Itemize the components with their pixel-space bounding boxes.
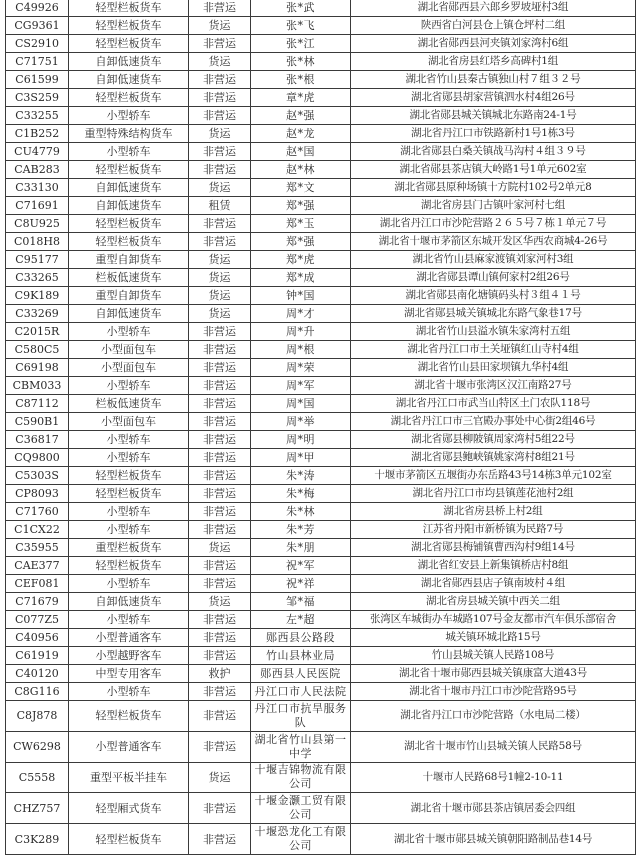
usage-type-cell: 非营运: [189, 647, 251, 665]
vehicle-type-cell: 自卸低速货车: [69, 197, 189, 215]
table-row: [6, 359, 636, 377]
address-cell: 湖北省丹江口市铁路新村1号1栋3号: [351, 125, 636, 143]
plate-number-cell: C8U925: [6, 215, 69, 233]
address-cell: 湖北省十堰市郧县茶店镇居委会四组: [351, 793, 636, 824]
owner-cell: 张*武: [251, 0, 351, 17]
owner-cell: 赵*强: [251, 107, 351, 125]
address-cell: 湖北省郧县白桑关镇战马沟村４组３９号: [351, 143, 636, 161]
address-cell: 湖北省丹江口市武当山特区土门农队118号: [351, 395, 636, 413]
address-cell: 十堰市茅箭区五堰街办东岳路43号14栋3单元102室: [351, 467, 636, 485]
owner-cell: 周*才: [251, 305, 351, 323]
plate-number-cell: C33265: [6, 269, 69, 287]
plate-number-cell: C71751: [6, 53, 69, 71]
plate-number-cell: C61919: [6, 647, 69, 665]
vehicle-type-cell: 栏板低速货车: [69, 269, 189, 287]
table-row: [6, 793, 636, 824]
usage-type-cell: 非营运: [189, 161, 251, 179]
plate-number-cell: CBM033: [6, 377, 69, 395]
table-row: [6, 251, 636, 269]
plate-number-cell: C33255: [6, 107, 69, 125]
usage-type-cell: 货运: [189, 53, 251, 71]
vehicle-type-cell: 小型轿车: [69, 575, 189, 593]
owner-cell: 丹江口市人民法院: [251, 683, 351, 701]
owner-cell: 郑*强: [251, 197, 351, 215]
usage-type-cell: 非营运: [189, 575, 251, 593]
vehicle-type-cell: 小型普通客车: [69, 731, 189, 762]
vehicle-type-cell: 轻型栏板货车: [69, 35, 189, 53]
usage-type-cell: 货运: [189, 287, 251, 305]
address-cell: 湖北省郧县梅铺镇曹西沟村9组14号: [351, 539, 636, 557]
address-cell: 湖北省房县桥上村2组: [351, 503, 636, 521]
table-row: [6, 611, 636, 629]
usage-type-cell: 非营运: [189, 377, 251, 395]
plate-number-cell: C71760: [6, 503, 69, 521]
plate-number-cell: CEF081: [6, 575, 69, 593]
table-row: [6, 377, 636, 395]
address-cell: 湖北省郧县南化塘镇码头村３组４１号: [351, 287, 636, 305]
table-row: [6, 449, 636, 467]
usage-type-cell: 货运: [189, 539, 251, 557]
usage-type-cell: 非营运: [189, 359, 251, 377]
usage-type-cell: 非营运: [189, 107, 251, 125]
plate-number-cell: C5558: [6, 762, 69, 793]
plate-number-cell: C018H8: [6, 233, 69, 251]
usage-type-cell: 非营运: [189, 89, 251, 107]
table-row: [6, 197, 636, 215]
vehicle-type-cell: 自卸低速货车: [69, 593, 189, 611]
usage-type-cell: 非营运: [189, 323, 251, 341]
plate-number-cell: CQ9800: [6, 449, 69, 467]
owner-cell: 十堰吉锦物流有限公司: [251, 762, 351, 793]
table-row: [6, 107, 636, 125]
owner-cell: 祝*祥: [251, 575, 351, 593]
address-cell: 陕西省白河县仓上镇仓坪村二组: [351, 17, 636, 35]
owner-cell: 郑*成: [251, 269, 351, 287]
plate-number-cell: C8J878: [6, 701, 69, 732]
owner-cell: 周*举: [251, 413, 351, 431]
address-cell: 湖北省丹江口市沙陀营路（水电局二楼）: [351, 701, 636, 732]
table-row: [6, 0, 636, 17]
address-cell: 湖北省房县门古镇叶家河村七组: [351, 197, 636, 215]
vehicle-type-cell: 自卸低速货车: [69, 305, 189, 323]
plate-number-cell: C3K289: [6, 824, 69, 855]
table-row: [6, 467, 636, 485]
plate-number-cell: C077Z5: [6, 611, 69, 629]
plate-number-cell: C40956: [6, 629, 69, 647]
vehicle-type-cell: 栏板低速货车: [69, 395, 189, 413]
owner-cell: 周*军: [251, 377, 351, 395]
plate-number-cell: C5303S: [6, 467, 69, 485]
usage-type-cell: 非营运: [189, 557, 251, 575]
address-cell: 湖北省竹山县麻家渡镇刘家河村3组: [351, 251, 636, 269]
vehicle-type-cell: 小型越野客车: [69, 647, 189, 665]
usage-type-cell: 非营运: [189, 215, 251, 233]
vehicle-type-cell: 重型自卸货车: [69, 287, 189, 305]
plate-number-cell: C35955: [6, 539, 69, 557]
usage-type-cell: 非营运: [189, 793, 251, 824]
plate-number-cell: C36817: [6, 431, 69, 449]
address-cell: 湖北省郧县城关镇城北东路南24-1号: [351, 107, 636, 125]
vehicle-type-cell: 小型轿车: [69, 323, 189, 341]
plate-number-cell: CU4779: [6, 143, 69, 161]
vehicle-type-cell: 轻型栏板货车: [69, 161, 189, 179]
plate-number-cell: C1B252: [6, 125, 69, 143]
plate-number-cell: CW6298: [6, 731, 69, 762]
owner-cell: 周*甲: [251, 449, 351, 467]
vehicle-type-cell: 轻型栏板货车: [69, 215, 189, 233]
usage-type-cell: 非营运: [189, 35, 251, 53]
usage-type-cell: 货运: [189, 593, 251, 611]
address-cell: 湖北省郧西县河夹镇刘家湾村6组: [351, 35, 636, 53]
table-row: [6, 35, 636, 53]
usage-type-cell: 非营运: [189, 521, 251, 539]
table-row: [6, 395, 636, 413]
address-cell: 湖北省郧县茶店镇大岭路1号1单元602室: [351, 161, 636, 179]
usage-type-cell: 非营运: [189, 629, 251, 647]
table-body: [6, 0, 636, 854]
address-cell: 湖北省十堰市丹江口市沙陀营路95号: [351, 683, 636, 701]
address-cell: 湖北省丹江口市沙陀营路２６５号７栋１单元７号: [351, 215, 636, 233]
plate-number-cell: C33130: [6, 179, 69, 197]
address-cell: 湖北省竹山县田家坝镇九华村4组: [351, 359, 636, 377]
usage-type-cell: 租赁: [189, 197, 251, 215]
address-cell: 江苏省丹阳市新桥镇为民路7号: [351, 521, 636, 539]
plate-number-cell: C40120: [6, 665, 69, 683]
usage-type-cell: 非营运: [189, 431, 251, 449]
owner-cell: 张*根: [251, 71, 351, 89]
owner-cell: 钟*国: [251, 287, 351, 305]
address-cell: 湖北省丹江口市均县镇莲花池村2组: [351, 485, 636, 503]
owner-cell: 周*荣: [251, 359, 351, 377]
vehicle-type-cell: 小型轿车: [69, 683, 189, 701]
table-row: [6, 89, 636, 107]
owner-cell: 左*超: [251, 611, 351, 629]
owner-cell: 周*升: [251, 323, 351, 341]
table-row: [6, 701, 636, 732]
plate-number-cell: C71691: [6, 197, 69, 215]
address-cell: 湖北省十堰市张湾区汉江南路27号: [351, 377, 636, 395]
vehicle-type-cell: 轻型栏板货车: [69, 0, 189, 17]
table-row: [6, 665, 636, 683]
table-row: [6, 575, 636, 593]
vehicle-type-cell: 小型轿车: [69, 521, 189, 539]
owner-cell: 章*虎: [251, 89, 351, 107]
table-row: [6, 341, 636, 359]
vehicle-type-cell: 轻型栏板货车: [69, 557, 189, 575]
vehicle-type-cell: 轻型栏板货车: [69, 485, 189, 503]
plate-number-cell: C49926: [6, 0, 69, 17]
plate-number-cell: C590B1: [6, 413, 69, 431]
table-row: [6, 323, 636, 341]
table-row: [6, 413, 636, 431]
vehicle-type-cell: 小型轿车: [69, 431, 189, 449]
vehicle-type-cell: 轻型栏板货车: [69, 17, 189, 35]
plate-number-cell: C87112: [6, 395, 69, 413]
owner-cell: 朱*涛: [251, 467, 351, 485]
owner-cell: 张*飞: [251, 17, 351, 35]
usage-type-cell: 救护: [189, 665, 251, 683]
plate-number-cell: C9K189: [6, 287, 69, 305]
vehicle-type-cell: 自卸低速货车: [69, 179, 189, 197]
owner-cell: 郑*文: [251, 179, 351, 197]
usage-type-cell: 货运: [189, 125, 251, 143]
table-row: [6, 53, 636, 71]
table-row: [6, 647, 636, 665]
table-row: [6, 557, 636, 575]
table-row: [6, 762, 636, 793]
plate-number-cell: C1CX22: [6, 521, 69, 539]
address-cell: 湖北省红安县上新集镇桥店村8组: [351, 557, 636, 575]
table-row: [6, 503, 636, 521]
address-cell: 湖北省郧县胡家营镇泗水村4组26号: [351, 89, 636, 107]
plate-number-cell: C61599: [6, 71, 69, 89]
address-cell: 城关镇环城北路15号: [351, 629, 636, 647]
owner-cell: 张*江: [251, 35, 351, 53]
usage-type-cell: 货运: [189, 17, 251, 35]
owner-cell: 十堰金灏工贸有限公司: [251, 793, 351, 824]
address-cell: 湖北省郧西县六郎乡罗坡垭村3组: [351, 0, 636, 17]
vehicle-type-cell: 轻型栏板货车: [69, 824, 189, 855]
owner-cell: 郑*玉: [251, 215, 351, 233]
owner-cell: 郑*强: [251, 233, 351, 251]
vehicle-type-cell: 轻型栏板货车: [69, 233, 189, 251]
table-row: [6, 17, 636, 35]
usage-type-cell: 非营运: [189, 503, 251, 521]
address-cell: 湖北省郧县原种场镇十方院村102号2单元8: [351, 179, 636, 197]
vehicle-type-cell: 小型普通客车: [69, 629, 189, 647]
vehicle-type-cell: 重型特殊结构货车: [69, 125, 189, 143]
table-row: [6, 233, 636, 251]
usage-type-cell: 非营运: [189, 413, 251, 431]
owner-cell: 祝*军: [251, 557, 351, 575]
usage-type-cell: 非营运: [189, 824, 251, 855]
plate-number-cell: C580C5: [6, 341, 69, 359]
address-cell: 湖北省郧县城关镇城北东路气象巷17号: [351, 305, 636, 323]
plate-number-cell: CG9361: [6, 17, 69, 35]
address-cell: 湖北省丹江口市三官殿办事处中心街2组46号: [351, 413, 636, 431]
vehicle-type-cell: 小型轿车: [69, 611, 189, 629]
usage-type-cell: 非营运: [189, 449, 251, 467]
vehicle-type-cell: 轻型栏板货车: [69, 701, 189, 732]
table-row: [6, 824, 636, 855]
usage-type-cell: 非营运: [189, 143, 251, 161]
address-cell: 湖北省房县红塔乡高碑村1组: [351, 53, 636, 71]
vehicle-type-cell: 小型面包车: [69, 341, 189, 359]
usage-type-cell: 货运: [189, 269, 251, 287]
owner-cell: 赵*国: [251, 143, 351, 161]
usage-type-cell: 货运: [189, 305, 251, 323]
vehicle-type-cell: 轻型栏板货车: [69, 89, 189, 107]
vehicle-type-cell: 重型栏板货车: [69, 539, 189, 557]
owner-cell: 湖北省竹山县第一中学: [251, 731, 351, 762]
usage-type-cell: 非营运: [189, 341, 251, 359]
usage-type-cell: 非营运: [189, 701, 251, 732]
address-cell: 湖北省十堰市茅箭区东城开发区华西农商城4-26号: [351, 233, 636, 251]
table-row: [6, 287, 636, 305]
table-row: [6, 593, 636, 611]
owner-cell: 邹*福: [251, 593, 351, 611]
address-cell: 湖北省十堰市竹山县城关镇人民路58号: [351, 731, 636, 762]
usage-type-cell: 非营运: [189, 611, 251, 629]
table-row: [6, 539, 636, 557]
usage-type-cell: 非营运: [189, 71, 251, 89]
table-row: [6, 125, 636, 143]
usage-type-cell: 非营运: [189, 233, 251, 251]
owner-cell: 朱*林: [251, 503, 351, 521]
address-cell: 湖北省丹江口市土关垭镇红山寺村4组: [351, 341, 636, 359]
address-cell: 湖北省郧县鲍峡镇姚家湾村8组21号: [351, 449, 636, 467]
address-cell: 湖北省十堰市郧西县城关镇康富大道43号: [351, 665, 636, 683]
table-row: [6, 215, 636, 233]
owner-cell: 朱*朋: [251, 539, 351, 557]
vehicle-type-cell: 自卸低速货车: [69, 53, 189, 71]
vehicle-records-table: [5, 0, 636, 855]
address-cell: 湖北省竹山县溢水镇朱家湾村五组: [351, 323, 636, 341]
usage-type-cell: 非营运: [189, 683, 251, 701]
vehicle-type-cell: 小型轿车: [69, 107, 189, 125]
owner-cell: 竹山县林业局: [251, 647, 351, 665]
owner-cell: 赵*林: [251, 161, 351, 179]
address-cell: 湖北省郧县柳陂镇周家湾村5组22号: [351, 431, 636, 449]
owner-cell: 周*明: [251, 431, 351, 449]
plate-number-cell: C8G116: [6, 683, 69, 701]
usage-type-cell: 货运: [189, 762, 251, 793]
vehicle-type-cell: 小型轿车: [69, 377, 189, 395]
owner-cell: 郧西县人民医院: [251, 665, 351, 683]
address-cell: 十堰市人民路68号1幢2-10-11: [351, 762, 636, 793]
owner-cell: 郧西县公路段: [251, 629, 351, 647]
usage-type-cell: 非营运: [189, 395, 251, 413]
address-cell: 湖北省竹山县秦古镇独山村７组３２号: [351, 71, 636, 89]
plate-number-cell: CHZ757: [6, 793, 69, 824]
vehicle-type-cell: 轻型栏板货车: [69, 467, 189, 485]
address-cell: 湖北省郧县谭山镇何家村2组26号: [351, 269, 636, 287]
usage-type-cell: 非营运: [189, 731, 251, 762]
owner-cell: 郑*虎: [251, 251, 351, 269]
vehicle-type-cell: 中型专用客车: [69, 665, 189, 683]
table-row: [6, 431, 636, 449]
vehicle-type-cell: 小型轿车: [69, 503, 189, 521]
vehicle-type-cell: 小型面包车: [69, 359, 189, 377]
address-cell: 湖北省十堰市郧县城关镇朝阳路制品巷14号: [351, 824, 636, 855]
usage-type-cell: 非营运: [189, 485, 251, 503]
plate-number-cell: C69198: [6, 359, 69, 377]
vehicle-type-cell: 小型面包车: [69, 413, 189, 431]
table-row: [6, 71, 636, 89]
plate-number-cell: CAE377: [6, 557, 69, 575]
owner-cell: 周*根: [251, 341, 351, 359]
plate-number-cell: C2015R: [6, 323, 69, 341]
table-row: [6, 179, 636, 197]
table-row: [6, 731, 636, 762]
vehicle-type-cell: 重型自卸货车: [69, 251, 189, 269]
usage-type-cell: 非营运: [189, 467, 251, 485]
plate-number-cell: C95177: [6, 251, 69, 269]
table-row: [6, 143, 636, 161]
vehicle-type-cell: 轻型厢式货车: [69, 793, 189, 824]
owner-cell: 张*林: [251, 53, 351, 71]
vehicle-type-cell: 重型平板半挂车: [69, 762, 189, 793]
table-row: [6, 161, 636, 179]
vehicle-type-cell: 自卸低速货车: [69, 71, 189, 89]
vehicle-type-cell: 小型轿车: [69, 143, 189, 161]
usage-type-cell: 货运: [189, 179, 251, 197]
address-cell: 湖北省郧西县店子镇南坡村４组: [351, 575, 636, 593]
plate-number-cell: C3S259: [6, 89, 69, 107]
table-row: [6, 485, 636, 503]
vehicle-type-cell: 小型轿车: [69, 449, 189, 467]
owner-cell: 朱*梅: [251, 485, 351, 503]
table-row: [6, 521, 636, 539]
owner-cell: 朱*芳: [251, 521, 351, 539]
usage-type-cell: 货运: [189, 251, 251, 269]
table-row: [6, 305, 636, 323]
address-cell: 湖北省房县城关镇中西关二组: [351, 593, 636, 611]
plate-number-cell: CAB283: [6, 161, 69, 179]
plate-number-cell: CP8093: [6, 485, 69, 503]
usage-type-cell: 非营运: [189, 0, 251, 17]
owner-cell: 十堰恐龙化工有限公司: [251, 824, 351, 855]
table-row: [6, 269, 636, 287]
plate-number-cell: C71679: [6, 593, 69, 611]
address-cell: 张湾区车城街办车城路107号金友都市汽车俱乐部宿舍: [351, 611, 636, 629]
plate-number-cell: CS2910: [6, 35, 69, 53]
owner-cell: 丹江口市抗旱服务队: [251, 701, 351, 732]
plate-number-cell: C33269: [6, 305, 69, 323]
address-cell: 竹山县城关镇人民路108号: [351, 647, 636, 665]
table-row: [6, 629, 636, 647]
owner-cell: 周*国: [251, 395, 351, 413]
table-row: [6, 683, 636, 701]
owner-cell: 赵*龙: [251, 125, 351, 143]
